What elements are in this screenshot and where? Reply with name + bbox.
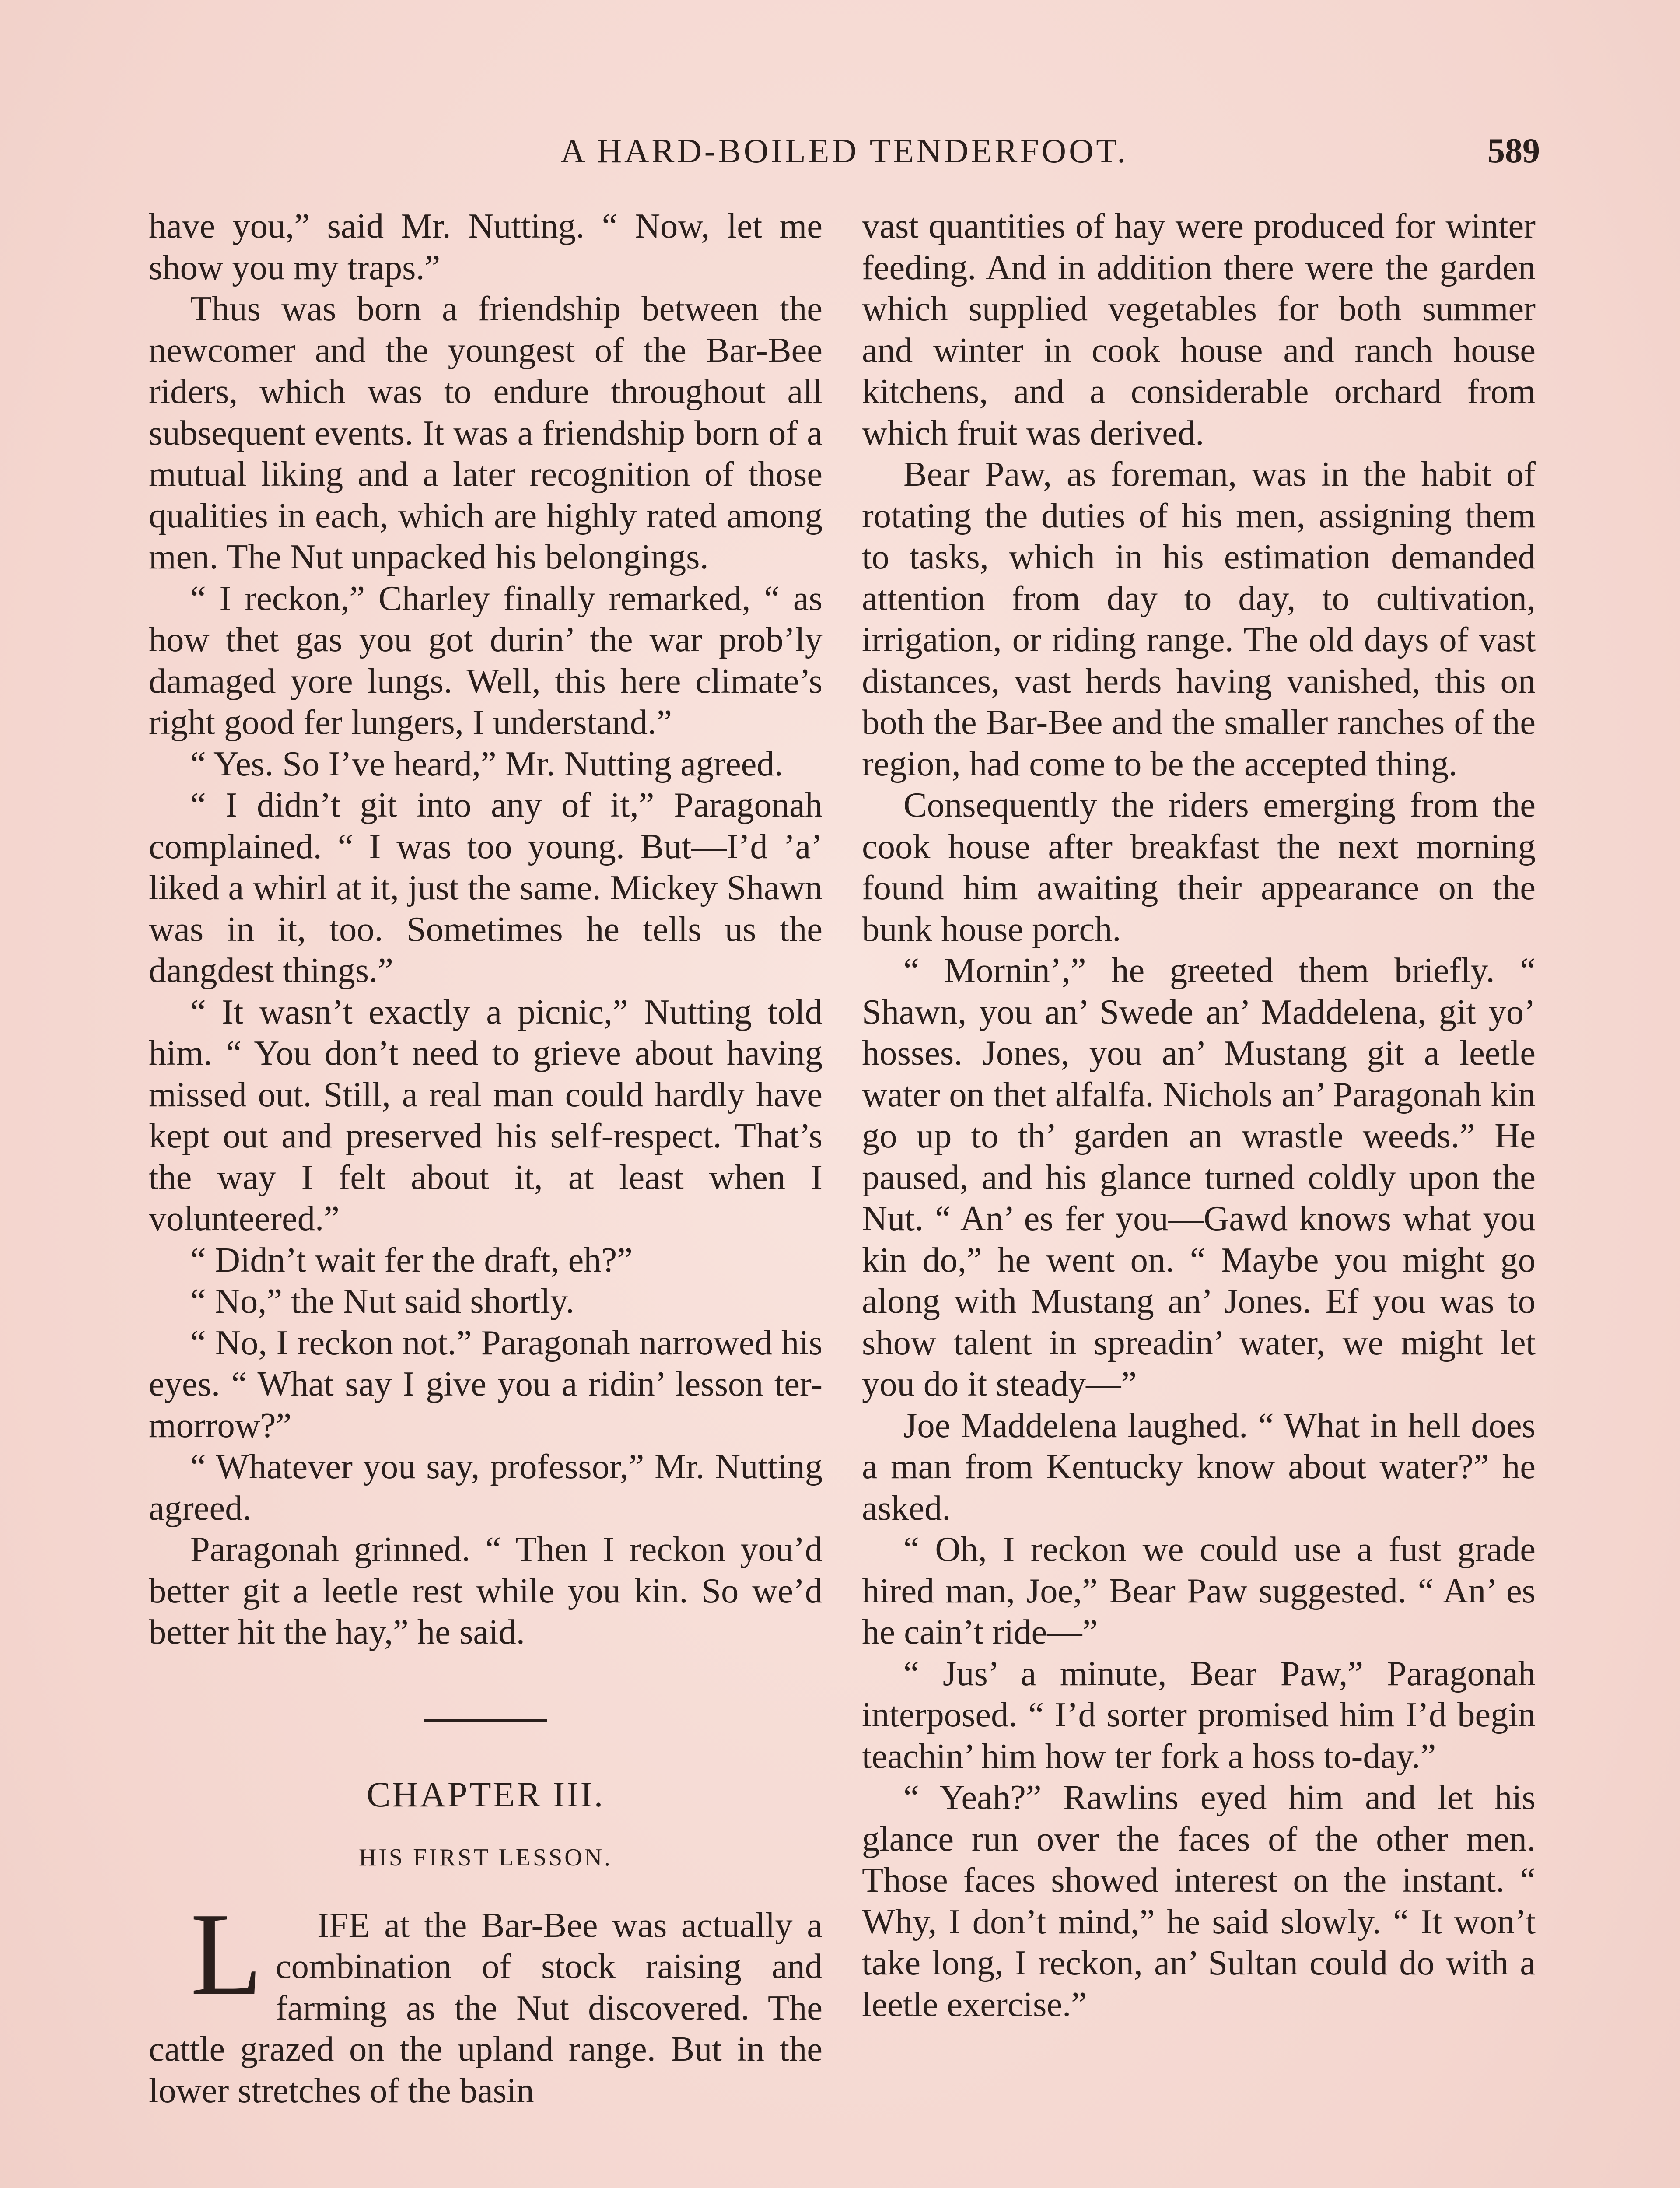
paragraph: “ No, I reckon not.” Paragonah narrowed his eyes. “ What say I give you a ridin’ lesson ter-morrow?” bbox=[149, 1323, 822, 1445]
paragraph: Paragonah grinned. “ Then I reckon you’d better git a leetle rest while you kin. So we’d better hit the hay,” he said. bbox=[149, 1530, 822, 1652]
right-column bbox=[862, 206, 1536, 2025]
section-divider bbox=[424, 1719, 547, 1722]
paragraph: “ Yeah?” Rawlins eyed him and let his glance run over the faces of the other men. Those faces showed interest on the instant. “ Why, I don’t mind,” he said slowly. “ It won’t take long, I reckon, an’ Sultan could do with a leetle exercise.” bbox=[862, 1778, 1536, 2024]
paragraph: “ Didn’t wait fer the draft, eh?” bbox=[190, 1240, 633, 1280]
paragraph: “ I didn’t git into any of it,” Paragonah complained. “ I was too young. But—I’d ’a’ liked a whirl at it, just the same. Mickey Shawn was in it, too. Sometimes he tells us the dangdest things.” bbox=[149, 785, 822, 990]
opening-text: IFE at the Bar-Bee was actually a combination of stock raising and farming as the Nut discovered. The cattle grazed on the upland range. But in the lower stretches of the basin bbox=[149, 1905, 822, 2110]
page-number: 589 bbox=[1488, 132, 1540, 170]
paragraph: have you,” said Mr. Nutting. “ Now, let me show you my traps.” bbox=[149, 207, 822, 287]
paragraph: “ Oh, I reckon we could use a fust grade hired man, Joe,” Bear Paw suggested. “ An’ es he cain’t ride—” bbox=[862, 1530, 1536, 1652]
paragraph: “ Whatever you say, professor,” Mr. Nutting agreed. bbox=[149, 1447, 822, 1528]
running-title: A HARD-BOILED TENDERFOOT. bbox=[560, 132, 1128, 170]
paragraph: Bear Paw, as foreman, was in the habit of rotating the duties of his men, assigning them to tasks, which in his estimation demanded attention from day to day, to cultivation, irrigation, or riding range. The old days of vast distances, vast herds having vanished, this on both the Bar-Bee and the smaller ranches of the region, had come to be the accepted thing. bbox=[862, 455, 1536, 783]
page-header bbox=[149, 131, 1540, 179]
chapter-title: CHAPTER III. bbox=[366, 1774, 605, 1814]
paragraph: “ Mornin’,” he greeted them briefly. “ Shawn, you an’ Swede an’ Maddelena, git yo’ hosses. Jones, you an’ Mustang git a leetle water on thet alfalfa. Nichols an’ Paragonah kin go up to th’ garden an wrastle weeds.” He paused, and his glance turned coldly upon the Nut. “ An’ es fer you—Gawd knows what you kin do,” he went on. “ Maybe you might go along with Mustang an’ Jones. Ef you was to show talent in spreadin’ water, we might let you do it steady—” bbox=[862, 951, 1536, 1403]
paragraph: “ I reckon,” Charley finally remarked, “ as how thet gas you got durin’ the war prob’ly damaged yore lungs. Well, this here climate’s right good fer lungers, I understand.” bbox=[149, 579, 822, 742]
paragraph: Joe Maddelena laughed. “ What in hell does a man from Kentucky know about water?” he asked. bbox=[862, 1406, 1536, 1528]
paragraph: “ Yes. So I’ve heard,” Mr. Nutting agreed. bbox=[190, 744, 783, 783]
paragraph: Consequently the riders emerging from the cook house after breakfast the next morning found him awaiting their appearance on the bunk house porch. bbox=[862, 785, 1536, 949]
paragraph: “ No,” the Nut said shortly. bbox=[190, 1282, 574, 1321]
paragraph: “ Jus’ a minute, Bear Paw,” Paragonah interposed. “ I’d sorter promised him I’d begin teachin’ him how ter fork a hoss to-day.” bbox=[862, 1654, 1536, 1776]
chapter-subtitle: HIS FIRST LESSON. bbox=[358, 1844, 613, 1871]
paragraph: “ It wasn’t exactly a picnic,” Nutting told him. “ You don’t need to grieve about having missed out. Still, a real man could hardly have kept out and preserved his self-respect. That’s the way I felt about it, at least when I volunteered.” bbox=[149, 992, 822, 1238]
paragraph: Thus was born a friendship between the newcomer and the youngest of the Bar-Bee riders, which was to endure throughout all subsequent events. It was a friendship born of a mutual liking and a later recognition of those qualities in each, which are highly rated among men. The Nut unpacked his belongings. bbox=[149, 289, 822, 576]
chapter-opening-paragraph bbox=[149, 1888, 822, 2112]
paragraph: vast quantities of hay were produced for winter feeding. And in addition there were the garden which supplied vegetables for both summer and winter in cook house and ranch house kitchens, and a considerable orchard from which fruit was derived. bbox=[862, 207, 1536, 452]
left-column bbox=[149, 206, 822, 2111]
drop-cap: L bbox=[190, 1888, 262, 2020]
